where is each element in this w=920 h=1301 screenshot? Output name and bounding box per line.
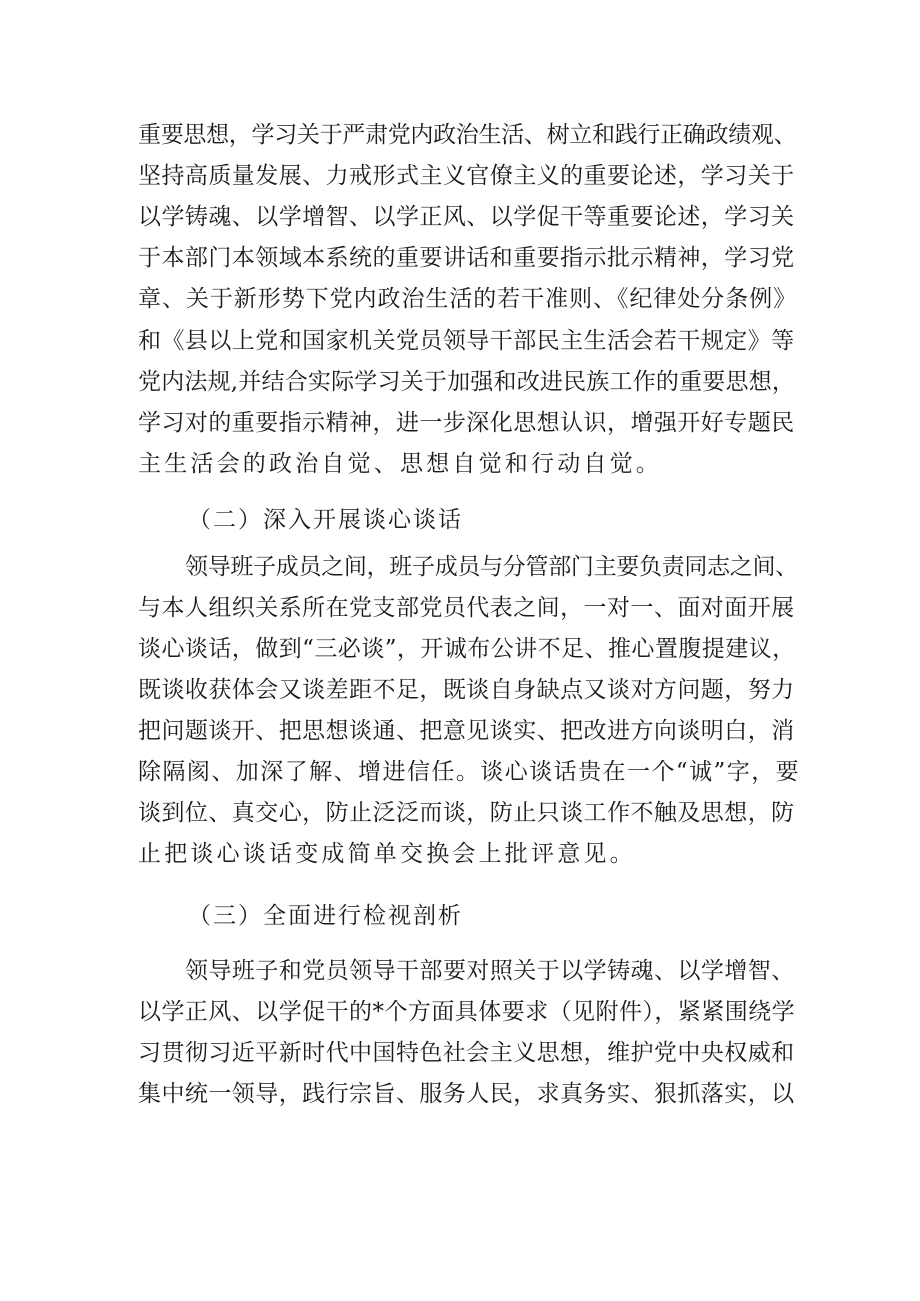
paragraph-line: 把问题谈开、把思想谈通、把意见谈实、把改进方向谈明白，消 <box>138 718 795 744</box>
paragraph-line: 集中统一领导，践行宗旨、服务人民，求真务实、狠抓落实，以 <box>138 1081 795 1107</box>
paragraph-line: 党内法规,并结合实际学习关于加强和改进民族工作的重要思想， <box>138 369 796 395</box>
paragraph-line: 坚持高质量发展、力戒形式主义官僚主义的重要论述，学习关于 <box>138 163 795 189</box>
paragraph-line: 主生活会的政治自觉、思想自觉和行动自觉。 <box>138 451 662 477</box>
paragraph-line: 以学铸魂、以学增智、以学正风、以学促干等重要论述，学习关 <box>138 204 795 230</box>
paragraph-line: 于本部门本领域本系统的重要讲话和重要指示批示精神，学习党 <box>138 245 795 271</box>
paragraph-line: 谈心谈话，做到“三必谈”，开诚布公讲不足、推心置腹提建议， <box>138 636 796 662</box>
paragraph-line: 既谈收获体会又谈差距不足，既谈自身缺点又谈对方问题，努力 <box>138 677 795 703</box>
paragraph-line: 除隔阂、加深了解、增进信任。谈心谈话贵在一个“诚”字，要 <box>138 759 801 785</box>
paragraph-line: 和《县以上党和国家机关党员领导干部民主生活会若干规定》等 <box>138 328 795 354</box>
section-heading: （三）全面进行检视剖析 <box>188 903 463 929</box>
paragraph-line: 习贯彻习近平新时代中国特色社会主义思想，维护党中央权威和 <box>138 1040 795 1066</box>
paragraph-line: 领导班子和党员领导干部要对照关于以学铸魂、以学增智、 <box>185 958 795 984</box>
paragraph-line: 章、关于新形势下党内政治生活的若干准则、《纪律处分条例》 <box>138 286 798 312</box>
paragraph-line: 领导班子成员之间，班子成员与分管部门主要负责同志之间、 <box>185 554 798 580</box>
section-heading: （二）深入开展谈心谈话 <box>188 507 463 533</box>
paragraph-line: 谈到位、真交心，防止泛泛而谈，防止只谈工作不触及思想，防 <box>138 800 795 826</box>
paragraph-line: 以学正风、以学促干的*个方面具体要求（见附件），紧紧围绕学 <box>138 999 796 1025</box>
paragraph-line: 学习对的重要指示精神，进一步深化思想认识，增强开好专题民 <box>138 410 795 436</box>
paragraph-line: 止把谈心谈话变成简单交换会上批评意见。 <box>138 841 636 867</box>
paragraph-line: 重要思想，学习关于严肃党内政治生活、树立和践行正确政绩观、 <box>138 122 797 148</box>
paragraph-line: 与本人组织关系所在党支部党员代表之间，一对一、面对面开展 <box>138 595 795 621</box>
